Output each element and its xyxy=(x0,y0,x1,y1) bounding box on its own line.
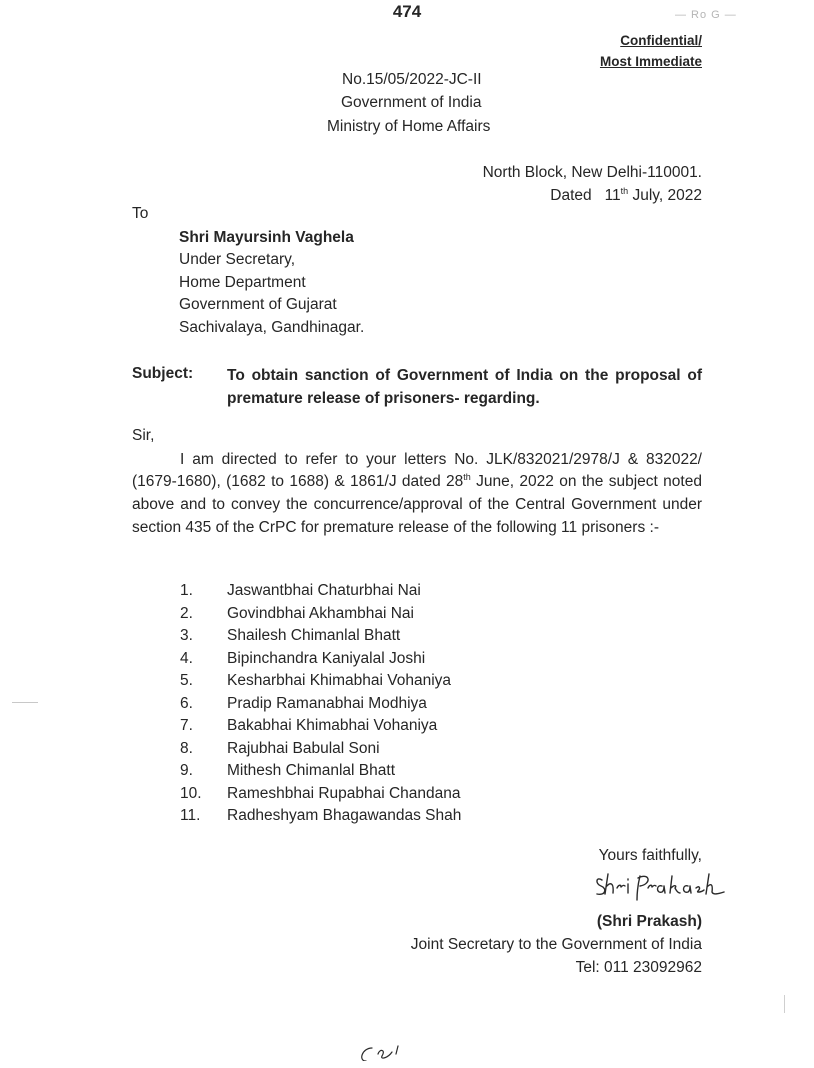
prisoner-name: Govindbhai Akhambhai Nai xyxy=(227,604,414,622)
prisoner-list-item xyxy=(180,760,461,783)
body-text-part2: June, 2022 on the subject noted above and to convey the concurrence/approval of the Central Government under section 435 of the CrPC for premature release of the following 11 prisoners :- xyxy=(132,473,702,536)
pen-mark-scribble xyxy=(352,1036,422,1061)
recipient-address xyxy=(179,227,364,339)
recipient-line: Under Secretary, xyxy=(179,251,296,269)
prisoner-name: Mithesh Chimanlal Bhatt xyxy=(227,762,395,779)
faint-pencil-mark: — Ro G — xyxy=(675,9,737,21)
page-number: 474 xyxy=(392,2,422,21)
prisoner-list-item xyxy=(180,603,461,626)
prisoner-name: Jaswantbhai Chaturbhai Nai xyxy=(227,582,421,599)
prisoner-list xyxy=(180,580,461,828)
prisoner-list-item xyxy=(180,738,461,761)
prisoner-list-item xyxy=(180,805,461,828)
signatory-telephone: Tel: 011 23092962 xyxy=(575,959,702,976)
prisoner-list-item xyxy=(180,693,461,716)
prisoner-number: 11. xyxy=(180,807,201,824)
prisoner-name: Bakabhai Khimabhai Vohaniya xyxy=(227,717,438,734)
date-suffix: th xyxy=(620,186,629,197)
subject-label: Subject: xyxy=(132,365,194,382)
body-text-part1: I am directed to refer to your letters No. JLK/832021/2978/J & 832022/ (1679-1680), (1682 to 1688) & 1861/J dated 28 xyxy=(132,451,702,491)
recipient-line: Sachivalaya, Gandhinagar. xyxy=(179,318,365,336)
prisoner-number: 6. xyxy=(180,694,193,712)
address-place: North Block, New Delhi-110001. xyxy=(482,164,702,181)
prisoner-number: 10. xyxy=(180,784,202,802)
confidential-label: Confidential/ xyxy=(620,33,702,48)
sender-address xyxy=(483,161,702,208)
prisoner-list-item xyxy=(180,715,461,738)
scan-artifact-left xyxy=(12,702,38,703)
letter-header xyxy=(327,68,490,138)
recipient-line: Home Department xyxy=(179,273,306,291)
prisoner-list-item xyxy=(180,648,461,671)
most-immediate-label: Most Immediate xyxy=(599,53,702,69)
closing-line: Yours faithfully, xyxy=(598,847,702,864)
prisoner-number: 4. xyxy=(180,649,193,667)
prisoner-number: 7. xyxy=(180,717,193,734)
prisoner-list-item xyxy=(180,580,461,603)
prisoner-name: Rajubhai Babulal Soni xyxy=(227,739,380,757)
recipient-line: Government of Gujarat xyxy=(179,296,337,314)
signatory-designation: Joint Secretary to the Government of India xyxy=(410,936,702,953)
handwritten-signature xyxy=(592,866,727,913)
scan-artifact-right xyxy=(784,995,785,1013)
prisoner-number: 2. xyxy=(180,604,193,622)
prisoner-name: Shailesh Chimanlal Bhatt xyxy=(227,627,401,644)
pen-mark xyxy=(352,1036,422,1068)
letter-date xyxy=(483,184,702,207)
ministry-name: Ministry of Home Affairs xyxy=(327,117,491,135)
prisoner-name: Bipinchandra Kaniyalal Joshi xyxy=(227,649,426,667)
government-name: Government of India xyxy=(341,94,482,112)
to-label: To xyxy=(132,205,149,222)
prisoner-list-item xyxy=(180,670,461,693)
salutation: Sir, xyxy=(132,427,155,444)
body-date-suffix: th xyxy=(463,472,471,483)
signatory-name: (Shri Prakash) xyxy=(596,913,702,930)
dated-label: Dated xyxy=(550,187,592,205)
prisoner-name: Radheshyam Bhagawandas Shah xyxy=(227,807,462,824)
prisoner-name: Pradip Ramanabhai Modhiya xyxy=(227,694,427,712)
prisoner-number: 5. xyxy=(180,672,193,689)
recipient-name: Shri Mayursinh Vaghela xyxy=(179,229,354,246)
prisoner-name: Kesharbhai Khimabhai Vohaniya xyxy=(227,672,452,689)
body-paragraph xyxy=(132,449,702,539)
date-day: 11 xyxy=(604,187,621,205)
prisoner-number: 9. xyxy=(180,762,193,779)
prisoner-list-item xyxy=(180,783,461,806)
file-number: No.15/05/2022-JC-II xyxy=(342,71,482,88)
signature-scribble xyxy=(592,866,727,906)
prisoner-number: 1. xyxy=(180,582,193,599)
prisoner-name: Rameshbhai Rupabhai Chandana xyxy=(227,784,461,802)
prisoner-list-item xyxy=(180,625,461,648)
subject-text: To obtain sanction of Government of India on the proposal of premature release of prisoners- regarding. xyxy=(227,367,702,408)
date-rest: July, 2022 xyxy=(632,187,702,205)
confidentiality-marking xyxy=(600,31,702,73)
prisoner-number: 8. xyxy=(180,739,193,757)
prisoner-number: 3. xyxy=(180,627,193,644)
